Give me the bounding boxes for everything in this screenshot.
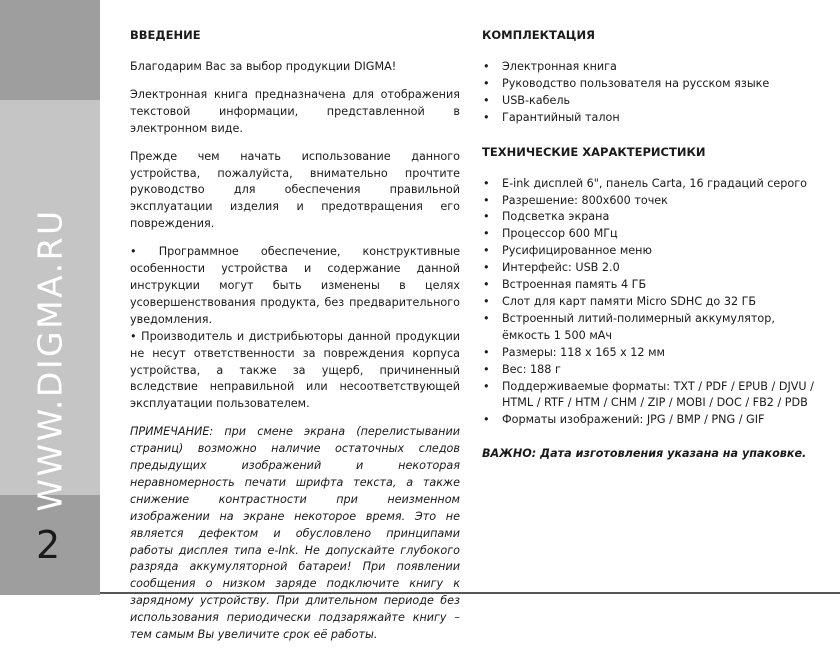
intro-bullet-paragraph: • Программное обеспечение, конструктивные особенности устройства и содержание данной инструкции могут быть изменены в целях усовершенствования продукта, без предварительного уведомления.	[130, 245, 460, 326]
list-item: • Интерфейс: USB 2.0	[482, 260, 817, 277]
intro-paragraph: Благодарим Вас за выбор продукции DIGMA!	[130, 60, 397, 73]
page-number: 2	[36, 523, 61, 567]
list-item: • Русифицированное меню	[482, 243, 817, 260]
left-column	[130, 27, 460, 655]
sidebar-top-block	[0, 0, 100, 100]
website-url: WWW.DIGMA.RU	[30, 208, 70, 512]
list-item: • Встроенная память 4 ГБ	[482, 277, 817, 294]
intro-heading: ВВЕДЕНИЕ	[130, 28, 201, 42]
intro-paragraph: Электронная книга предназначена для отображения текстовой информации, представленной в электронном виде.	[130, 87, 460, 135]
list-item: • Слот для карт памяти Micro SDHC до 32 ГБ	[482, 294, 817, 311]
list-item: • Электронная книга	[482, 59, 817, 76]
list-item: • Разрешение: 800x600 точек	[482, 193, 817, 210]
right-column	[482, 27, 817, 463]
list-item: • Поддерживаемые форматы: TXT / PDF / EPUB / DJVU / HTML / RTF / HTM / CHM / ZIP / MOBI / DOC / FB2 / PDB	[482, 379, 817, 413]
list-item: • Руководство пользователя на русском языке	[482, 76, 817, 93]
package-heading: КОМПЛЕКТАЦИЯ	[482, 28, 595, 42]
specs-heading: ТЕХНИЧЕСКИЕ ХАРАКТЕРИСТИКИ	[482, 144, 706, 159]
note-paragraph: ПРИМЕЧАНИЕ: при смене экрана (перелистывании страниц) возможно наличие остаточных следов предыдущих изображений и некоторая неравномерность печати шрифта текста, а также снижение контрастности при неизменном изображении на экране некоторое время. Это не является дефектом и обусловлено принципами работы дисплея типа e-Ink. Не допускайте глубокого разряда аккумуляторной батареи! При появлении сообщения о низком заряде подключите книгу к зарядному устройству. При длительном периоде без использования периодически подзаряжайте книгу – тем самым Вы увеличите срок её работы.	[130, 425, 460, 642]
specs-list	[482, 176, 817, 430]
list-item: • USB-кабель	[482, 93, 817, 110]
list-item: • Процессор 600 МГц	[482, 226, 817, 243]
list-item: • Встроенный литий-полимерный аккумулятор, ёмкость 1 500 мАч	[482, 311, 817, 345]
important-note: ВАЖНО: Дата изготовления указана на упаковке.	[482, 447, 807, 461]
package-list	[482, 59, 817, 127]
bottom-divider	[100, 592, 840, 594]
list-item: • Вес: 188 г	[482, 362, 817, 379]
list-item: • E-ink дисплей 6", панель Carta, 16 градаций серого	[482, 176, 817, 193]
intro-paragraph: Прежде чем начать использование данного устройства, пожалуйста, внимательно прочтите руководство для обеспечения правильной эксплуатации изделия и предотвращения его повреждения.	[130, 149, 460, 231]
sidebar	[0, 0, 100, 595]
list-item: • Гарантийный талон	[482, 110, 817, 127]
list-item: • Размеры: 118 x 165 x 12 мм	[482, 345, 817, 362]
list-item: • Форматы изображений: JPG / BMP / PNG / GIF	[482, 412, 817, 429]
list-item: • Подсветка экрана	[482, 209, 817, 226]
intro-bullet-paragraph: • Производитель и дистрибьюторы данной продукции не несут ответственности за повреждения корпуса устройства, а также за ущерб, причиненный вследствие неправильной или несоответствующей эксплуатации пользователем.	[130, 329, 460, 411]
